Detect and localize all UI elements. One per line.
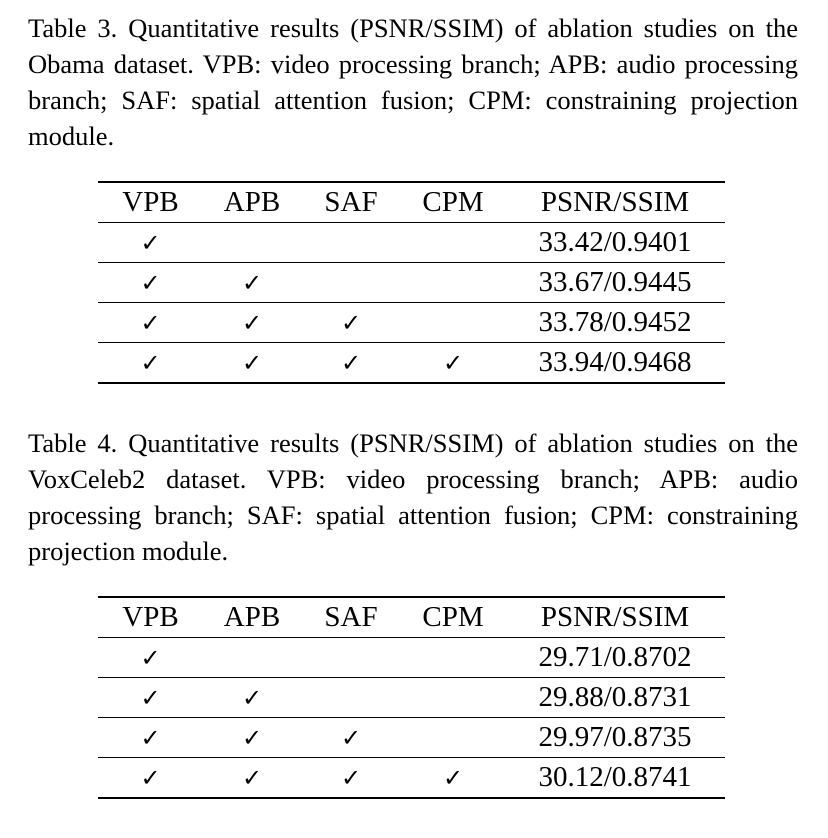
check-icon: ✓ [140, 763, 161, 792]
table-row [98, 678, 725, 718]
check-icon: ✓ [140, 348, 161, 377]
check-icon: ✓ [140, 268, 161, 297]
table-cell-score: 29.71/0.8702 [538, 641, 692, 673]
table-cell-saf [301, 263, 401, 303]
check-icon: ✓ [140, 683, 161, 712]
table-cell-cpm [401, 263, 505, 303]
check-icon: ✓ [340, 308, 362, 337]
table4-caption: Table 4. Quantitative results (PSNR/SSIM) of ablation studies on the VoxCeleb2 dataset. VPB: video processing branch; APB: audio processing branch; SAF: spatial attention fusion; CPM: constraining projection module. [28, 428, 798, 566]
table-cell-score: 33.42/0.9401 [538, 226, 692, 258]
table3-header-cpm: CPM [422, 186, 484, 218]
table-cell-score: 29.88/0.8731 [538, 681, 692, 713]
check-icon: ✓ [241, 308, 263, 337]
table-row [98, 303, 725, 343]
table-cell-score: 33.94/0.9468 [538, 346, 692, 378]
check-icon: ✓ [241, 723, 263, 752]
table-cell-saf [301, 678, 401, 718]
table3-header-saf: SAF [324, 186, 378, 218]
table3-header-psnr-ssim: PSNR/SSIM [540, 186, 690, 218]
table-row [98, 638, 725, 678]
table4-header-cpm: CPM [422, 601, 484, 633]
table-cell-cpm [401, 223, 505, 263]
table-row [98, 718, 725, 758]
check-icon: ✓ [241, 348, 263, 377]
table-cell-score: 33.67/0.9445 [538, 266, 692, 298]
check-icon: ✓ [140, 723, 161, 752]
table4-header-saf: SAF [324, 601, 378, 633]
table3-header-apb: APB [223, 186, 281, 218]
table4 [98, 596, 725, 799]
table-cell-cpm [401, 718, 505, 758]
table-row [98, 263, 725, 303]
check-icon: ✓ [140, 308, 161, 337]
table3 [98, 181, 725, 384]
table4-header-vpb: VPB [122, 601, 179, 633]
check-icon: ✓ [442, 763, 464, 792]
table3-caption: Table 3. Quantitative results (PSNR/SSIM) of ablation studies on the Obama dataset. VPB: video processing branch; APB: audio processing branch; SAF: spatial attention fusion; CPM: constraining projection module. [28, 13, 798, 151]
table-cell-apb [203, 223, 301, 263]
check-icon: ✓ [241, 268, 263, 297]
table-row [98, 343, 725, 384]
table3-header-row [98, 182, 725, 223]
check-icon: ✓ [241, 763, 263, 792]
table-cell-score: 30.12/0.8741 [538, 761, 692, 793]
check-icon: ✓ [140, 228, 161, 257]
check-icon: ✓ [140, 643, 161, 672]
table-cell-saf [301, 223, 401, 263]
table-cell-cpm [401, 638, 505, 678]
table3-header-vpb: VPB [122, 186, 179, 218]
table-cell-apb [203, 638, 301, 678]
table4-header-apb: APB [223, 601, 281, 633]
table-row [98, 223, 725, 263]
check-icon: ✓ [340, 723, 362, 752]
table-cell-score: 33.78/0.9452 [538, 306, 692, 338]
check-icon: ✓ [241, 683, 263, 712]
check-icon: ✓ [340, 763, 362, 792]
table-cell-cpm [401, 303, 505, 343]
check-icon: ✓ [442, 348, 464, 377]
table4-header-row [98, 597, 725, 638]
check-icon: ✓ [340, 348, 362, 377]
table-cell-cpm [401, 678, 505, 718]
table-cell-saf [301, 638, 401, 678]
table-row [98, 758, 725, 799]
table-cell-score: 29.97/0.8735 [538, 721, 692, 753]
table4-header-psnr-ssim: PSNR/SSIM [540, 601, 690, 633]
